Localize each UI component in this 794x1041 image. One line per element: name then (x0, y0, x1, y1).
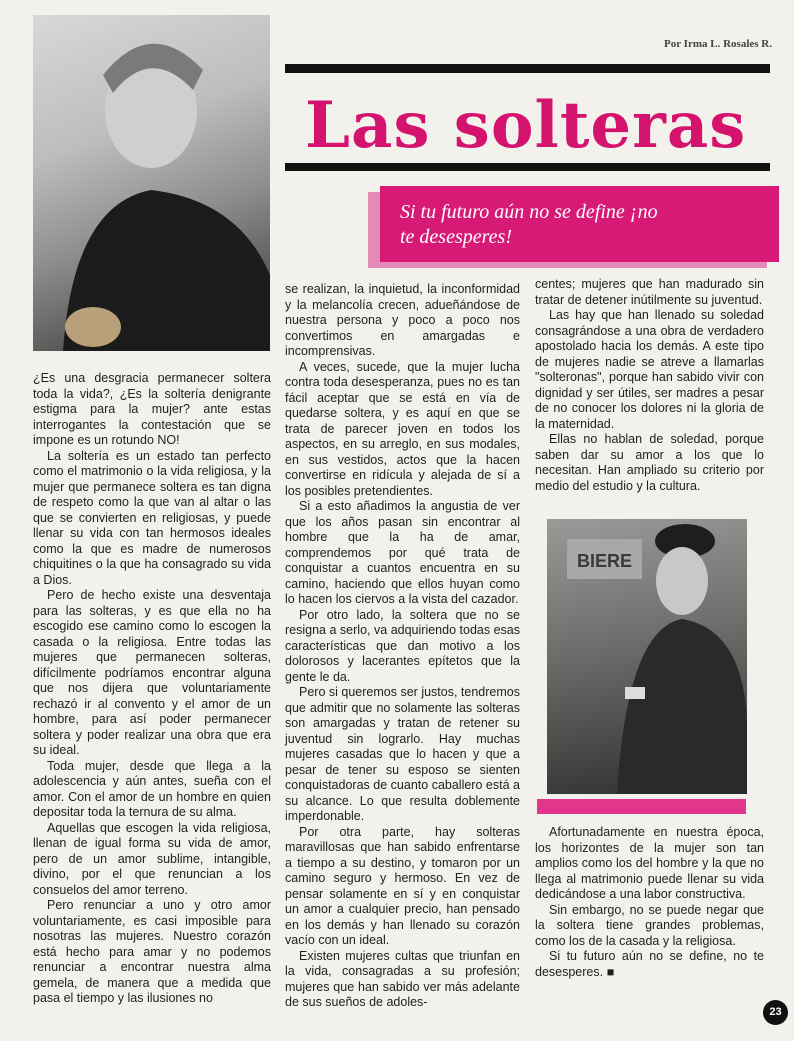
paragraph: Toda mujer, desde que llega a la adolescencia y aún antes, sueña con el amor. Con el amor de un hombre en quien depositar toda la ternura de su alma. (33, 758, 271, 819)
page-number: 23 (763, 1000, 788, 1025)
paragraph: Existen mujeres cultas que triunfan en la vida, consagradas a su profesión; mujeres que han sabido ver más adelante de sus sueños de adoles- (285, 948, 520, 1009)
column-3-top (535, 277, 764, 494)
article-subtitle: Si tu futuro aún no se define ¡no te desesperes! (400, 201, 658, 248)
paragraph: se realizan, la inquietud, la inconformidad y la melancolía crecen, adueñándose de nuestra persona y poco a poco nos convertimos en amargadas e incomprensivas. (285, 282, 520, 358)
title-bottom-rule (285, 163, 770, 171)
title-top-rule (285, 64, 770, 73)
article-title: Las solteras (305, 88, 747, 163)
paragraph: Pero renunciar a uno y otro amor voluntariamente, es casi imposible para nosotras las mujeres. Nuestro corazón está hecho para amar y no podemos renunciar a encontrar nuestra alma gemela, de manera que a medida que pasa el tiempo y las ilusiones no (33, 898, 271, 1005)
title-block (285, 64, 770, 171)
author-byline: Por Irma L. Rosales R. (664, 38, 772, 50)
paragraph: ¿Es una desgracia permanecer soltera toda la vida?, ¿Es la soltería denigrante estigma para la mujer? ante estas interrogantes la contestación que se impone es un rotundo NO! (33, 371, 271, 447)
paragraph: Por otra parte, hay solteras maravillosas que han sabido enfrentarse a tiempo a su destino, y tomaron por un camino seguro y hermoso. En vez de pensar solamente en sí y en conquistar un amor a cualquier precio, han pensado en los demás y han llenado su corazón vacío con un ideal. (285, 824, 520, 947)
column-1 (33, 371, 271, 1007)
paragraph: Las hay que han llenado su soledad consagrándose a una obra de verdadero apostolado hacia los demás. A este tipo de mujeres nadie se atreve a llamarlas "solteronas", porque han sabido vivir con dignidad y ser útiles, ser madres a pesar de no conocer los dolores ni la gloria de la maternidad. (535, 308, 764, 431)
paragraph: Pero de hecho existe una desventaja para las solteras, y es que ella no ha escogido ese camino como lo escogen la casada o la religiosa. Entre todas las mujeres que permanecen solteras, difícilmente podríamos encontrar alguna que nos dijera que voluntariamente rechazó ir al convento y el amor de un hombre, para así poder permanecer soltera y poder realizar una obra que era su ideal. (33, 588, 271, 757)
paragraph: La soltería es un estado tan perfecto como el matrimonio o la vida religiosa, y la mujer que permanece soltera es tan digna de respeto como la que van al altar o las que se convierten en religiosas, y puede llenar su vida con tan hermosos ideales como la que es madre de numerosos chiquitines o la que ha consagrado su vida a Dios. (33, 448, 271, 587)
decorative-bar (537, 799, 746, 814)
paragraph: Por otro lado, la soltera que no se resigna a serlo, va adquiriendo todas esas características que dan motivo a los dolorosos y lacerantes epítetos que la gente le da. (285, 607, 520, 684)
paragraph: Pero si queremos ser justos, tendremos que admitir que no solamente las solteras son amargadas y tratan de retener su juventud sin lograrlo. Hay muchas mujeres casadas que lo hacen y que a pesar de tener su esposo se sienten conquistadoras de cuanto caballero está a su alcance. Lo que resulta doblemente imperdonable. (285, 685, 520, 823)
paragraph: Afortunadamente en nuestra época, los horizontes de la mujer son tan amplios como los del hombre y la que no llega al matrimonio puede llenar su vida dedicándose a una labor constructiva. (535, 825, 764, 901)
column-3-bottom (535, 825, 764, 980)
subtitle-box (380, 186, 779, 262)
paragraph: A veces, sucede, que la mujer lucha contra toda desesperanza, pues no es tan fácil aceptar que se está en vía de quedarse soltera, y es aquí en que se trata de parecer joven en todos los aspectos, en su arreglo, en sus modales, en sus vestidos, actos que la hacen convertirse en ridícula y alejada de sí a los posibles pretendientes. (285, 359, 520, 498)
paragraph: centes; mujeres que han madurado sin tratar de detener inútilmente su juventud. (535, 277, 764, 307)
woman-portrait-photo (33, 15, 270, 351)
paragraph: Aquellas que escogen la vida religiosa, llenan de igual forma su vida de amor, pero de un amor sublime, intangible, divino, por el que renuncian a los consuelos del amor terreno. (33, 820, 271, 897)
paragraph: Si a esto añadimos la angustia de ver que los años pasan sin encontrar al hombre que la ha de amar, comprendemos por qué trata de conquistar a cuantos encuentra en su camino, haciendo que ellos huyan como lo hacen los ciervos a la vista del cazador. (285, 499, 520, 606)
paragraph: Sin embargo, no se puede negar que la soltera tiene grandes problemas, como los de la casada y la religiosa. (535, 902, 764, 948)
paragraph: Ellas no hablan de soledad, porque saben dar su amor a los que lo necesitan. Han ampliado su criterio por medio del estudio y la cultura. (535, 432, 764, 493)
sign-text: BIERE (577, 551, 633, 571)
column-2 (285, 282, 520, 1011)
woman-with-beret-photo (547, 519, 747, 794)
paragraph: Si tu futuro aún no se define, no te desesperes. ■ (535, 949, 764, 979)
